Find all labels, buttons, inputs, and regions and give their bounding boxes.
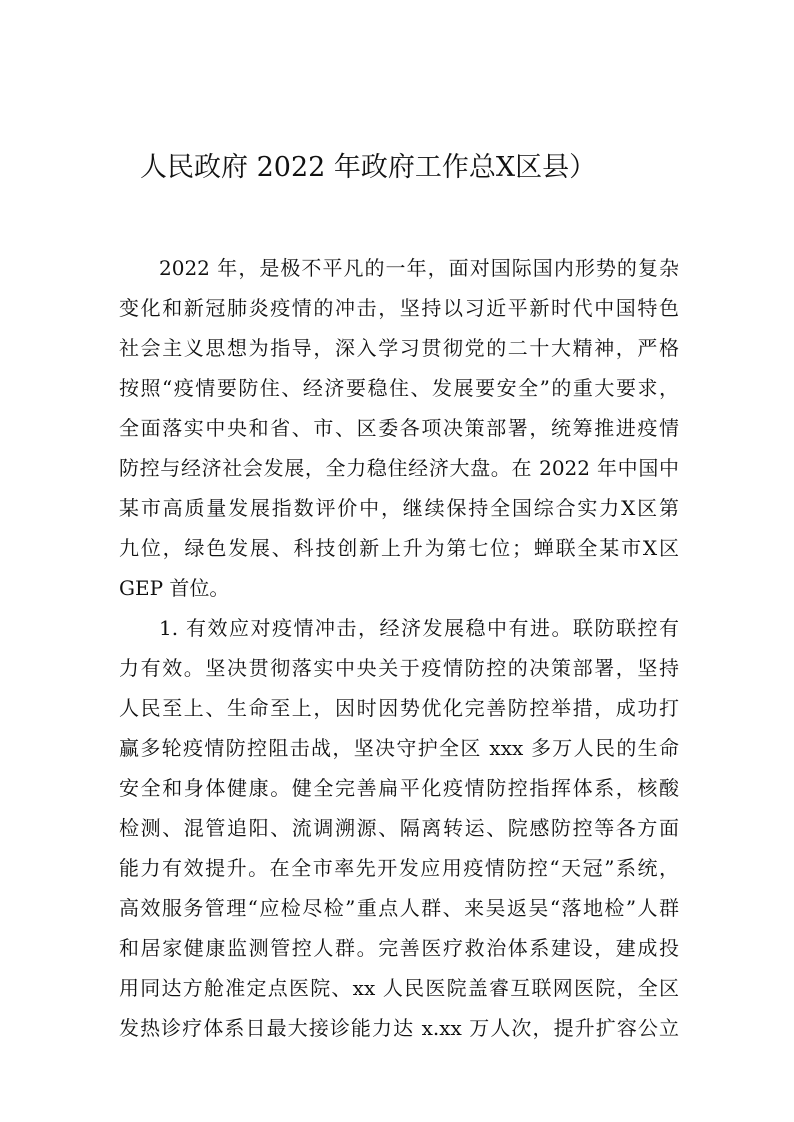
document-title: 人民政府 2022 年政府工作总X区县）	[140, 152, 597, 183]
paragraph-1-line-5: 全面落实中央和省、市、区委各项决策部署，统筹推进疫情	[119, 416, 679, 440]
paragraph-1-line-2: 变化和新冠肺炎疫情的冲击，坚持以习近平新时代中国特色	[119, 296, 679, 320]
paragraph-2-line-1: 1. 有效应对疫情冲击，经济发展稳中有进。联防联控有	[159, 616, 679, 640]
paragraph-2-line-6: 检测、混管追阳、流调溯源、隔离转运、院感防控等各方面	[119, 816, 679, 840]
paragraph-1-line-8: 九位，绿色发展、科技创新上升为第七位；蝉联全某市X区	[119, 536, 679, 560]
paragraph-1-line-1: 2022 年，是极不平凡的一年，面对国际国内形势的复杂	[159, 256, 679, 280]
paragraph-2-line-11: 发热诊疗体系日最大接诊能力达 x.xx 万人次，提升扩容公立	[119, 1016, 679, 1040]
paragraph-2-line-7: 能力有效提升。在全市率先开发应用疫情防控“天冠”系统，	[119, 856, 679, 880]
paragraph-1-line-3: 社会主义思想为指导，深入学习贯彻党的二十大精神，严格	[119, 336, 679, 360]
paragraph-2-line-2: 力有效。坚决贯彻落实中央关于疫情防控的决策部署，坚持	[119, 656, 679, 680]
paragraph-2-line-10: 用同达方舱准定点医院、xx 人民医院盖睿互联网医院，全区	[119, 976, 679, 1000]
paragraph-2-line-3: 人民至上、生命至上，因时因势优化完善防控举措，成功打	[119, 696, 679, 720]
paragraph-1-line-7: 某市高质量发展指数评价中，继续保持全国综合实力X区第	[119, 496, 679, 520]
paragraph-1-line-4: 按照“疫情要防住、经济要稳住、发展要安全”的重大要求，	[119, 376, 679, 400]
paragraph-2-line-5: 安全和身体健康。健全完善扁平化疫情防控指挥体系，核酸	[119, 776, 679, 800]
paragraph-2-line-8: 高效服务管理“应检尽检”重点人群、来吴返吴“落地检”人群	[119, 896, 679, 920]
paragraph-2-line-4: 赢多轮疫情防控阻击战，坚决守护全区 xxx 多万人民的生命	[119, 736, 679, 760]
document-body	[119, 248, 679, 1048]
paragraph-2-line-9: 和居家健康监测管控人群。完善医疗救治体系建设，建成投	[119, 936, 679, 960]
paragraph-1-line-6: 防控与经济社会发展，全力稳住经济大盘。在 2022 年中国中	[119, 456, 679, 480]
paragraph-1-line-9: GEP 首位。	[119, 576, 230, 600]
